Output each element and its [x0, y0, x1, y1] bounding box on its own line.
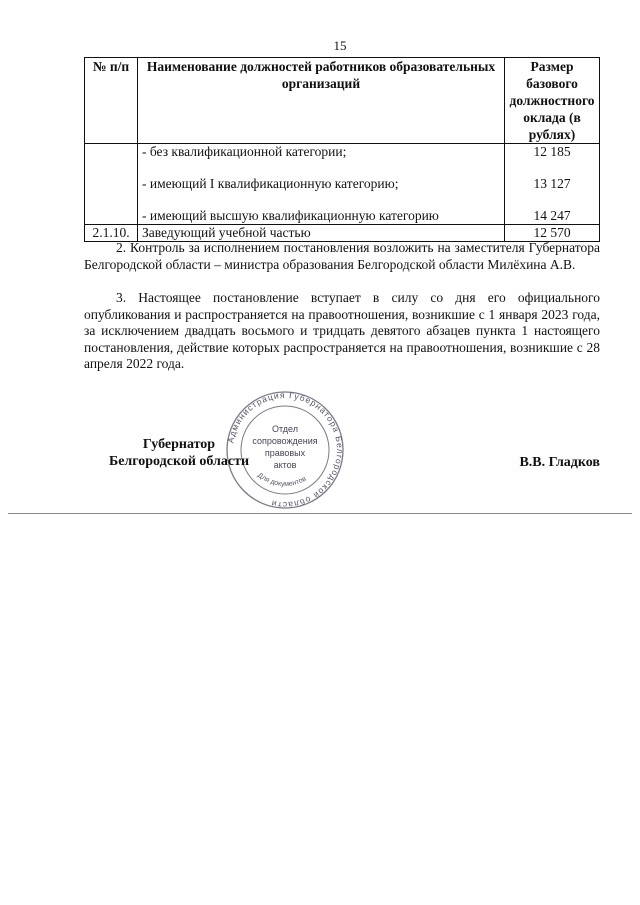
stamp-line-1: Отдел — [271, 424, 299, 434]
paragraph-2-text: 2. Контроль за исполнением постановления возложить на заместителя Губернатора Белгородской области – министра образования Белгородской области Милёхина А.В. — [84, 240, 600, 272]
signature-name: В.В. Гладков — [519, 455, 600, 470]
signature-position-line-2: Белгородской области — [108, 454, 250, 469]
paragraph-3 — [84, 290, 600, 373]
table-cell-categories — [138, 144, 505, 225]
table-row-categories — [85, 144, 600, 225]
header-position-name: Наименование должностей работников образовательных организаций — [138, 58, 505, 144]
category-size: 12 185 — [533, 144, 571, 159]
category-size: 13 127 — [533, 176, 571, 191]
category-size: 14 247 — [533, 208, 571, 223]
category-name: - без квалификационной категории; — [142, 144, 347, 159]
stamp-line-4: актов — [273, 460, 297, 470]
stamp-line-2: сопровождения — [252, 436, 318, 446]
table-cell-salary: 12 570 — [505, 225, 600, 242]
svg-text:Для документов — [256, 472, 307, 488]
header-salary-size: Размер базового должностного оклада (в рублях) — [505, 58, 600, 144]
bottom-divider — [8, 513, 632, 514]
stamp-bottom-text: Для документов — [256, 471, 308, 489]
header-number: № п/п — [85, 58, 138, 144]
signature-position-line-1: Губернатор — [142, 437, 216, 452]
signature-position — [104, 436, 254, 470]
stamp-line-3: правовых — [264, 448, 306, 458]
salary-table — [84, 57, 600, 242]
table-cell-number-empty — [85, 144, 138, 225]
paragraph-2 — [84, 240, 600, 273]
paragraph-3-text: 3. Настоящее постановление вступает в силу со дня его официального опубликования и распространяется на правоотношения, возникшие с 1 января 2023 года, за исключением двадцать восьмого и тридцать девятого абзацев пункта 1 настоящего постановления, действие которых распространяется на правоотношения, возникшие с 28 апреля 2022 года. — [84, 290, 600, 371]
table-cell-position-name: Заведующий учебной частью — [138, 225, 505, 242]
page-number: 15 — [333, 38, 347, 53]
table-cell-category-sizes — [505, 144, 600, 225]
stamp-ring-text: Администрация Губернатора Белгородской области — [225, 390, 346, 510]
category-name: - имеющий высшую квалификационную категорию — [142, 208, 439, 223]
table-row — [85, 225, 600, 242]
table-cell-number: 2.1.10. — [85, 225, 138, 242]
category-name: - имеющий I квалификационную категорию; — [142, 176, 399, 191]
table-header-row — [85, 58, 600, 144]
